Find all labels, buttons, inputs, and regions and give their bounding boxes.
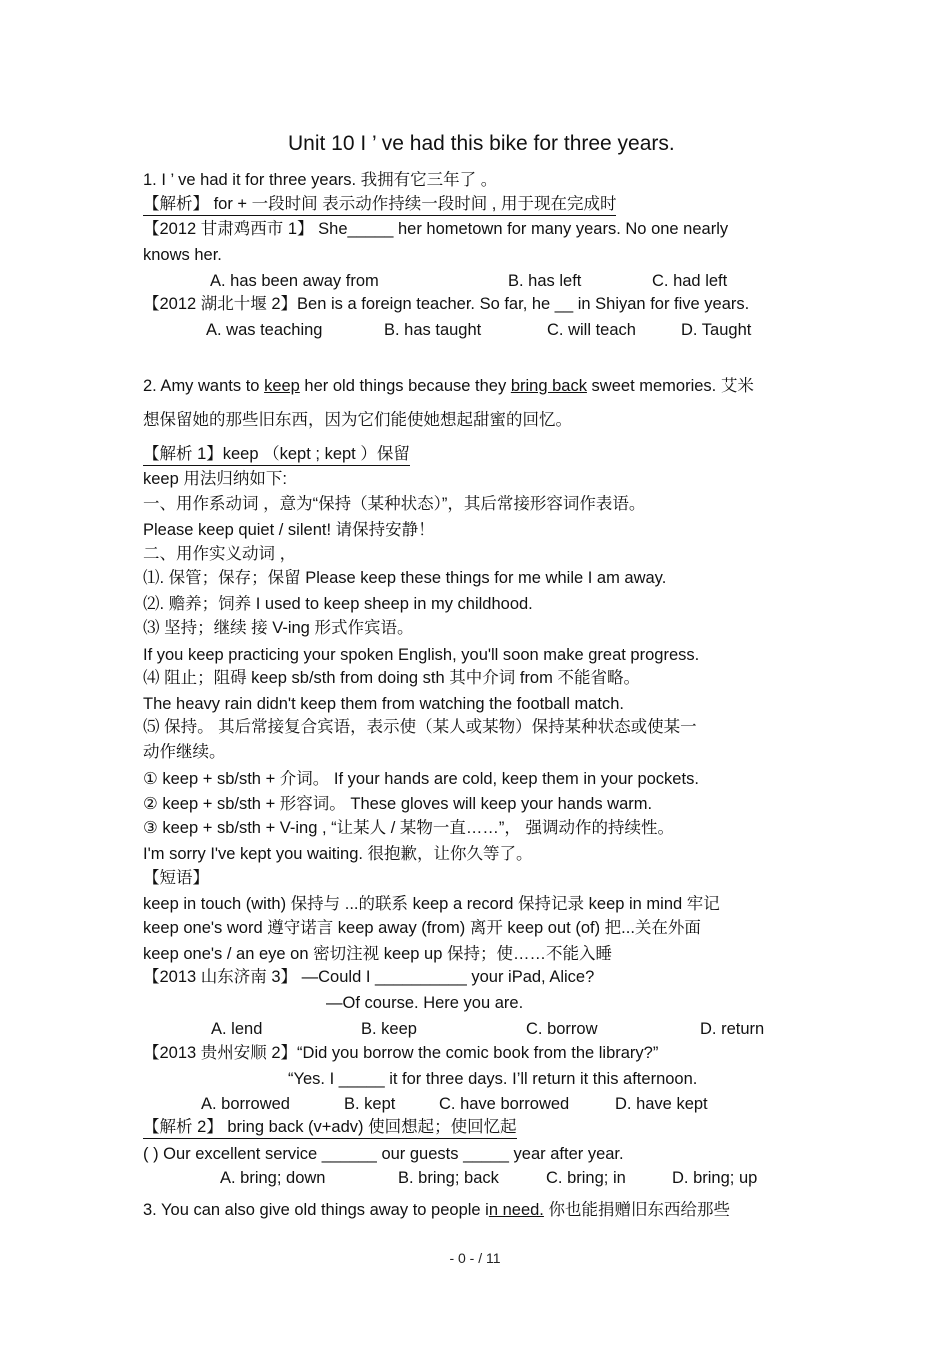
usage-notional-verb: 二、用作实义动词 ， bbox=[143, 545, 297, 563]
option-d: D. have kept bbox=[615, 1095, 708, 1113]
usage-4-example: The heavy rain didn't keep them from watching the football match. bbox=[143, 695, 624, 713]
phrases-row-2: keep one's word 遵守诺言 keep away (from) 离开 keep out (of) 把...关在外面 bbox=[143, 919, 701, 937]
option-d: D. bring; up bbox=[672, 1169, 758, 1187]
keyword-bring-back: bring back bbox=[510, 377, 587, 395]
sentence-2-part: her old things because they bbox=[299, 377, 511, 395]
phrases-row-3: keep one's / an eye on 密切注视 keep up 保持；使……不能入睡 bbox=[143, 945, 612, 963]
exam-question-3: 【2013 山东济南 3】 —Could I __________ your iPad, Alice? bbox=[143, 968, 595, 986]
option-c: C. borrow bbox=[526, 1020, 598, 1038]
exam-question-1: 【2012 甘肃鸡西市 1】 She_____ her hometown for many years. No one nearly bbox=[143, 220, 729, 238]
keyword-in-need: n need. bbox=[488, 1201, 544, 1219]
exam-question-4: 【2013 贵州安顺 2】“Did you borrow the comic book from the library?” bbox=[143, 1044, 659, 1062]
keep-usage-heading: keep 用法归纳如下: bbox=[143, 470, 287, 488]
option-c: C. bring; in bbox=[546, 1169, 626, 1187]
usage-3-example: If you keep practicing your spoken English, you'll soon make great progress. bbox=[143, 646, 700, 664]
example-quiet: Please keep quiet / silent! 请保持安静！ bbox=[143, 521, 435, 539]
usage-2: ⑵. 赡养；饲养 I used to keep sheep in my childhood. bbox=[143, 595, 533, 613]
pattern-1: ① keep + sb/sth + 介词。 If your hands are cold, keep them in your pockets. bbox=[143, 770, 699, 788]
option-b: B. bring; back bbox=[398, 1169, 499, 1187]
exam-question-2: 【2012 湖北十堰 2】Ben is a foreign teacher. So far, he __ in Shiyan for five years. bbox=[143, 295, 750, 313]
usage-3: ⑶ 坚持；继续 接 V-ing 形式作宾语。 bbox=[143, 619, 414, 637]
exam-question-5: ( ) Our excellent service ______ our guests _____ year after year. bbox=[143, 1145, 624, 1163]
exam-question-3-answer: —Of course. Here you are. bbox=[326, 994, 524, 1012]
phrases-heading: 【短语】 bbox=[143, 869, 209, 887]
pattern-3: ③ keep + sb/sth + V-ing , “让某人 / 某物一直……”， 强调动作的持续性。 bbox=[143, 819, 674, 837]
option-b: B. has left bbox=[508, 272, 582, 290]
analysis-keep: 【解析 1】keep （kept ; kept ）保留 bbox=[143, 444, 410, 466]
exam-question-1-cont: knows her. bbox=[143, 246, 222, 264]
option-a: A. was teaching bbox=[206, 321, 323, 339]
option-a: A. has been away from bbox=[210, 272, 379, 290]
analysis-1: 【解析】 for + 一段时间 表示动作持续一段时间 , 用于现在完成时 bbox=[143, 194, 616, 216]
phrases-row-1: keep in touch (with) 保持与 ...的联系 keep a record 保持记录 keep in mind 牢记 bbox=[143, 895, 720, 913]
sentence-2-part: sweet memories. 艾米 bbox=[586, 377, 754, 395]
keyword-keep: keep bbox=[264, 377, 300, 395]
usage-5-cont: 动作继续。 bbox=[143, 743, 226, 761]
analysis-bring-back: 【解析 2】 bring back (v+adv) 使回想起；使回忆起 bbox=[143, 1117, 517, 1139]
pattern-2: ② keep + sb/sth + 形容词。 These gloves will keep your hands warm. bbox=[143, 795, 653, 813]
usage-1: ⑴. 保管；保存；保留 Please keep these things for me while I am away. bbox=[143, 569, 667, 587]
sentence-3 bbox=[143, 1200, 730, 1220]
sentence-3-part: 3. You can also give old things away to people i bbox=[143, 1201, 489, 1219]
sentence-1: 1. I ’ ve had it for three years. 我拥有它三年了 。 bbox=[143, 171, 498, 189]
sentence-2-translation: 想保留她的那些旧东西，因为它们能使她想起甜蜜的回忆。 bbox=[143, 411, 572, 429]
option-c: C. had left bbox=[652, 272, 728, 290]
option-b: B. keep bbox=[361, 1020, 417, 1038]
option-b: B. has taught bbox=[384, 321, 482, 339]
option-d: D. return bbox=[700, 1020, 765, 1038]
option-a: A. borrowed bbox=[201, 1095, 290, 1113]
sentence-3-part: 你也能捐赠旧东西给那些 bbox=[543, 1201, 730, 1219]
usage-linking-verb: 一、用作系动词 ，意为“保持（某种状态）”，其后常接形容词作表语。 bbox=[143, 495, 646, 513]
option-c: C. will teach bbox=[547, 321, 636, 339]
option-c: C. have borrowed bbox=[439, 1095, 570, 1113]
option-b: B. kept bbox=[344, 1095, 396, 1113]
exam-question-4-cont: “Yes. I _____ it for three days. I’ll return it this afternoon. bbox=[288, 1070, 698, 1088]
usage-4: ⑷ 阻止；阻碍 keep sb/sth from doing sth 其中介词 from 不能省略。 bbox=[143, 669, 640, 687]
sentence-2 bbox=[143, 376, 754, 396]
option-a: A. lend bbox=[211, 1020, 263, 1038]
pattern-3-example: I'm sorry I've kept you waiting. 很抱歉，让你久等了。 bbox=[143, 845, 533, 863]
option-a: A. bring; down bbox=[220, 1169, 326, 1187]
usage-5: ⑸ 保持。 其后常接复合宾语，表示使（某人或某物）保持某种状态或使某一 bbox=[143, 718, 697, 736]
sentence-2-part: 2. Amy wants to bbox=[143, 377, 265, 395]
option-d: D. Taught bbox=[681, 321, 752, 339]
unit-title: Unit 10 I ’ ve had this bike for three years. bbox=[288, 132, 675, 155]
page-number: - 0 - / 11 bbox=[449, 1250, 501, 1266]
